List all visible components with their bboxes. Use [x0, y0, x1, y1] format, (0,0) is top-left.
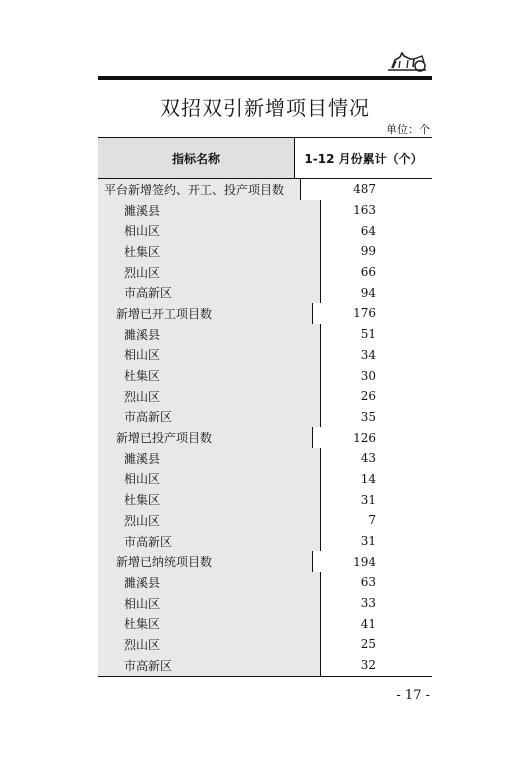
page-title: 双招双引新增项目情况 — [160, 96, 370, 120]
row-name-cell: 市高新区 — [98, 655, 321, 676]
table-row — [98, 345, 432, 366]
table-row — [98, 593, 432, 614]
row-value-cell: 94 — [360, 285, 376, 300]
row-value-cell: 32 — [360, 658, 376, 673]
row-name-cell: 杜集区 — [98, 489, 321, 510]
row-name-cell: 新增已开工项目数 — [98, 303, 313, 324]
row-name-cell: 市高新区 — [98, 407, 321, 428]
row-name-cell: 烈山区 — [98, 386, 321, 407]
table-row — [98, 282, 432, 303]
row-name-cell: 烈山区 — [98, 262, 321, 283]
table-row — [98, 531, 432, 552]
row-name-cell: 相山区 — [98, 469, 321, 490]
horse-chariot-logo-icon — [386, 48, 432, 76]
row-value-cell: 31 — [360, 492, 376, 507]
row-value-cell: 126 — [353, 430, 376, 445]
table-row — [98, 220, 432, 241]
row-value-cell: 35 — [360, 409, 376, 424]
table-row — [98, 448, 432, 469]
row-name-cell: 濉溪县 — [98, 324, 321, 345]
table-row — [98, 551, 432, 572]
row-value-cell: 487 — [353, 182, 376, 197]
table-row — [98, 510, 432, 531]
row-value-cell: 34 — [360, 347, 376, 362]
column-header-value: 1-12 月份累计（个） — [304, 151, 423, 166]
table-row — [98, 407, 432, 428]
row-value-cell: 64 — [360, 223, 376, 238]
table-row — [98, 572, 432, 593]
table-row — [98, 469, 432, 490]
table-header — [98, 138, 432, 179]
table-row — [98, 262, 432, 283]
row-value-cell: 7 — [368, 513, 376, 528]
row-name-cell: 杜集区 — [98, 613, 321, 634]
row-name-cell: 新增已投产项目数 — [98, 427, 313, 448]
row-value-cell: 33 — [360, 596, 376, 611]
row-value-cell: 66 — [360, 265, 376, 280]
row-name-cell: 烈山区 — [98, 634, 321, 655]
table-row — [98, 489, 432, 510]
row-name-cell: 濉溪县 — [98, 200, 321, 221]
table-row — [98, 386, 432, 407]
row-value-cell: 163 — [353, 203, 376, 218]
row-name-cell: 市高新区 — [98, 282, 321, 303]
row-value-cell: 31 — [360, 534, 376, 549]
table-row — [98, 241, 432, 262]
table-row — [98, 655, 432, 676]
row-value-cell: 41 — [360, 616, 376, 631]
table-row — [98, 303, 432, 324]
row-name-cell: 市高新区 — [98, 531, 321, 552]
page-number: - 17 - — [396, 688, 430, 703]
row-name-cell: 新增已纳统项目数 — [98, 551, 313, 572]
row-value-cell: 63 — [360, 575, 376, 590]
header-rule — [98, 76, 432, 80]
row-value-cell: 26 — [360, 389, 376, 404]
row-value-cell: 30 — [360, 368, 376, 383]
row-name-cell: 相山区 — [98, 220, 321, 241]
row-name-cell: 平台新增签约、开工、投产项目数 — [98, 179, 301, 200]
table-row — [98, 613, 432, 634]
row-value-cell: 51 — [360, 327, 376, 342]
row-name-cell: 杜集区 — [98, 241, 321, 262]
unit-label: 单位：个 — [386, 123, 430, 136]
row-value-cell: 14 — [360, 471, 376, 486]
row-name-cell: 相山区 — [98, 345, 321, 366]
table-row — [98, 634, 432, 655]
table-row — [98, 365, 432, 386]
row-value-cell: 25 — [360, 637, 376, 652]
table-row — [98, 200, 432, 221]
table-body — [98, 179, 432, 676]
table-row — [98, 324, 432, 345]
table-row — [98, 179, 432, 200]
row-name-cell: 濉溪县 — [98, 572, 321, 593]
row-value-cell: 99 — [360, 244, 376, 259]
column-header-name: 指标名称 — [98, 138, 295, 178]
row-value-cell: 194 — [353, 554, 376, 569]
table-row — [98, 427, 432, 448]
row-value-cell: 43 — [360, 451, 376, 466]
row-value-cell: 176 — [353, 306, 376, 321]
row-name-cell: 相山区 — [98, 593, 321, 614]
row-name-cell: 烈山区 — [98, 510, 321, 531]
data-table — [98, 137, 432, 677]
row-name-cell: 杜集区 — [98, 365, 321, 386]
row-name-cell: 濉溪县 — [98, 448, 321, 469]
